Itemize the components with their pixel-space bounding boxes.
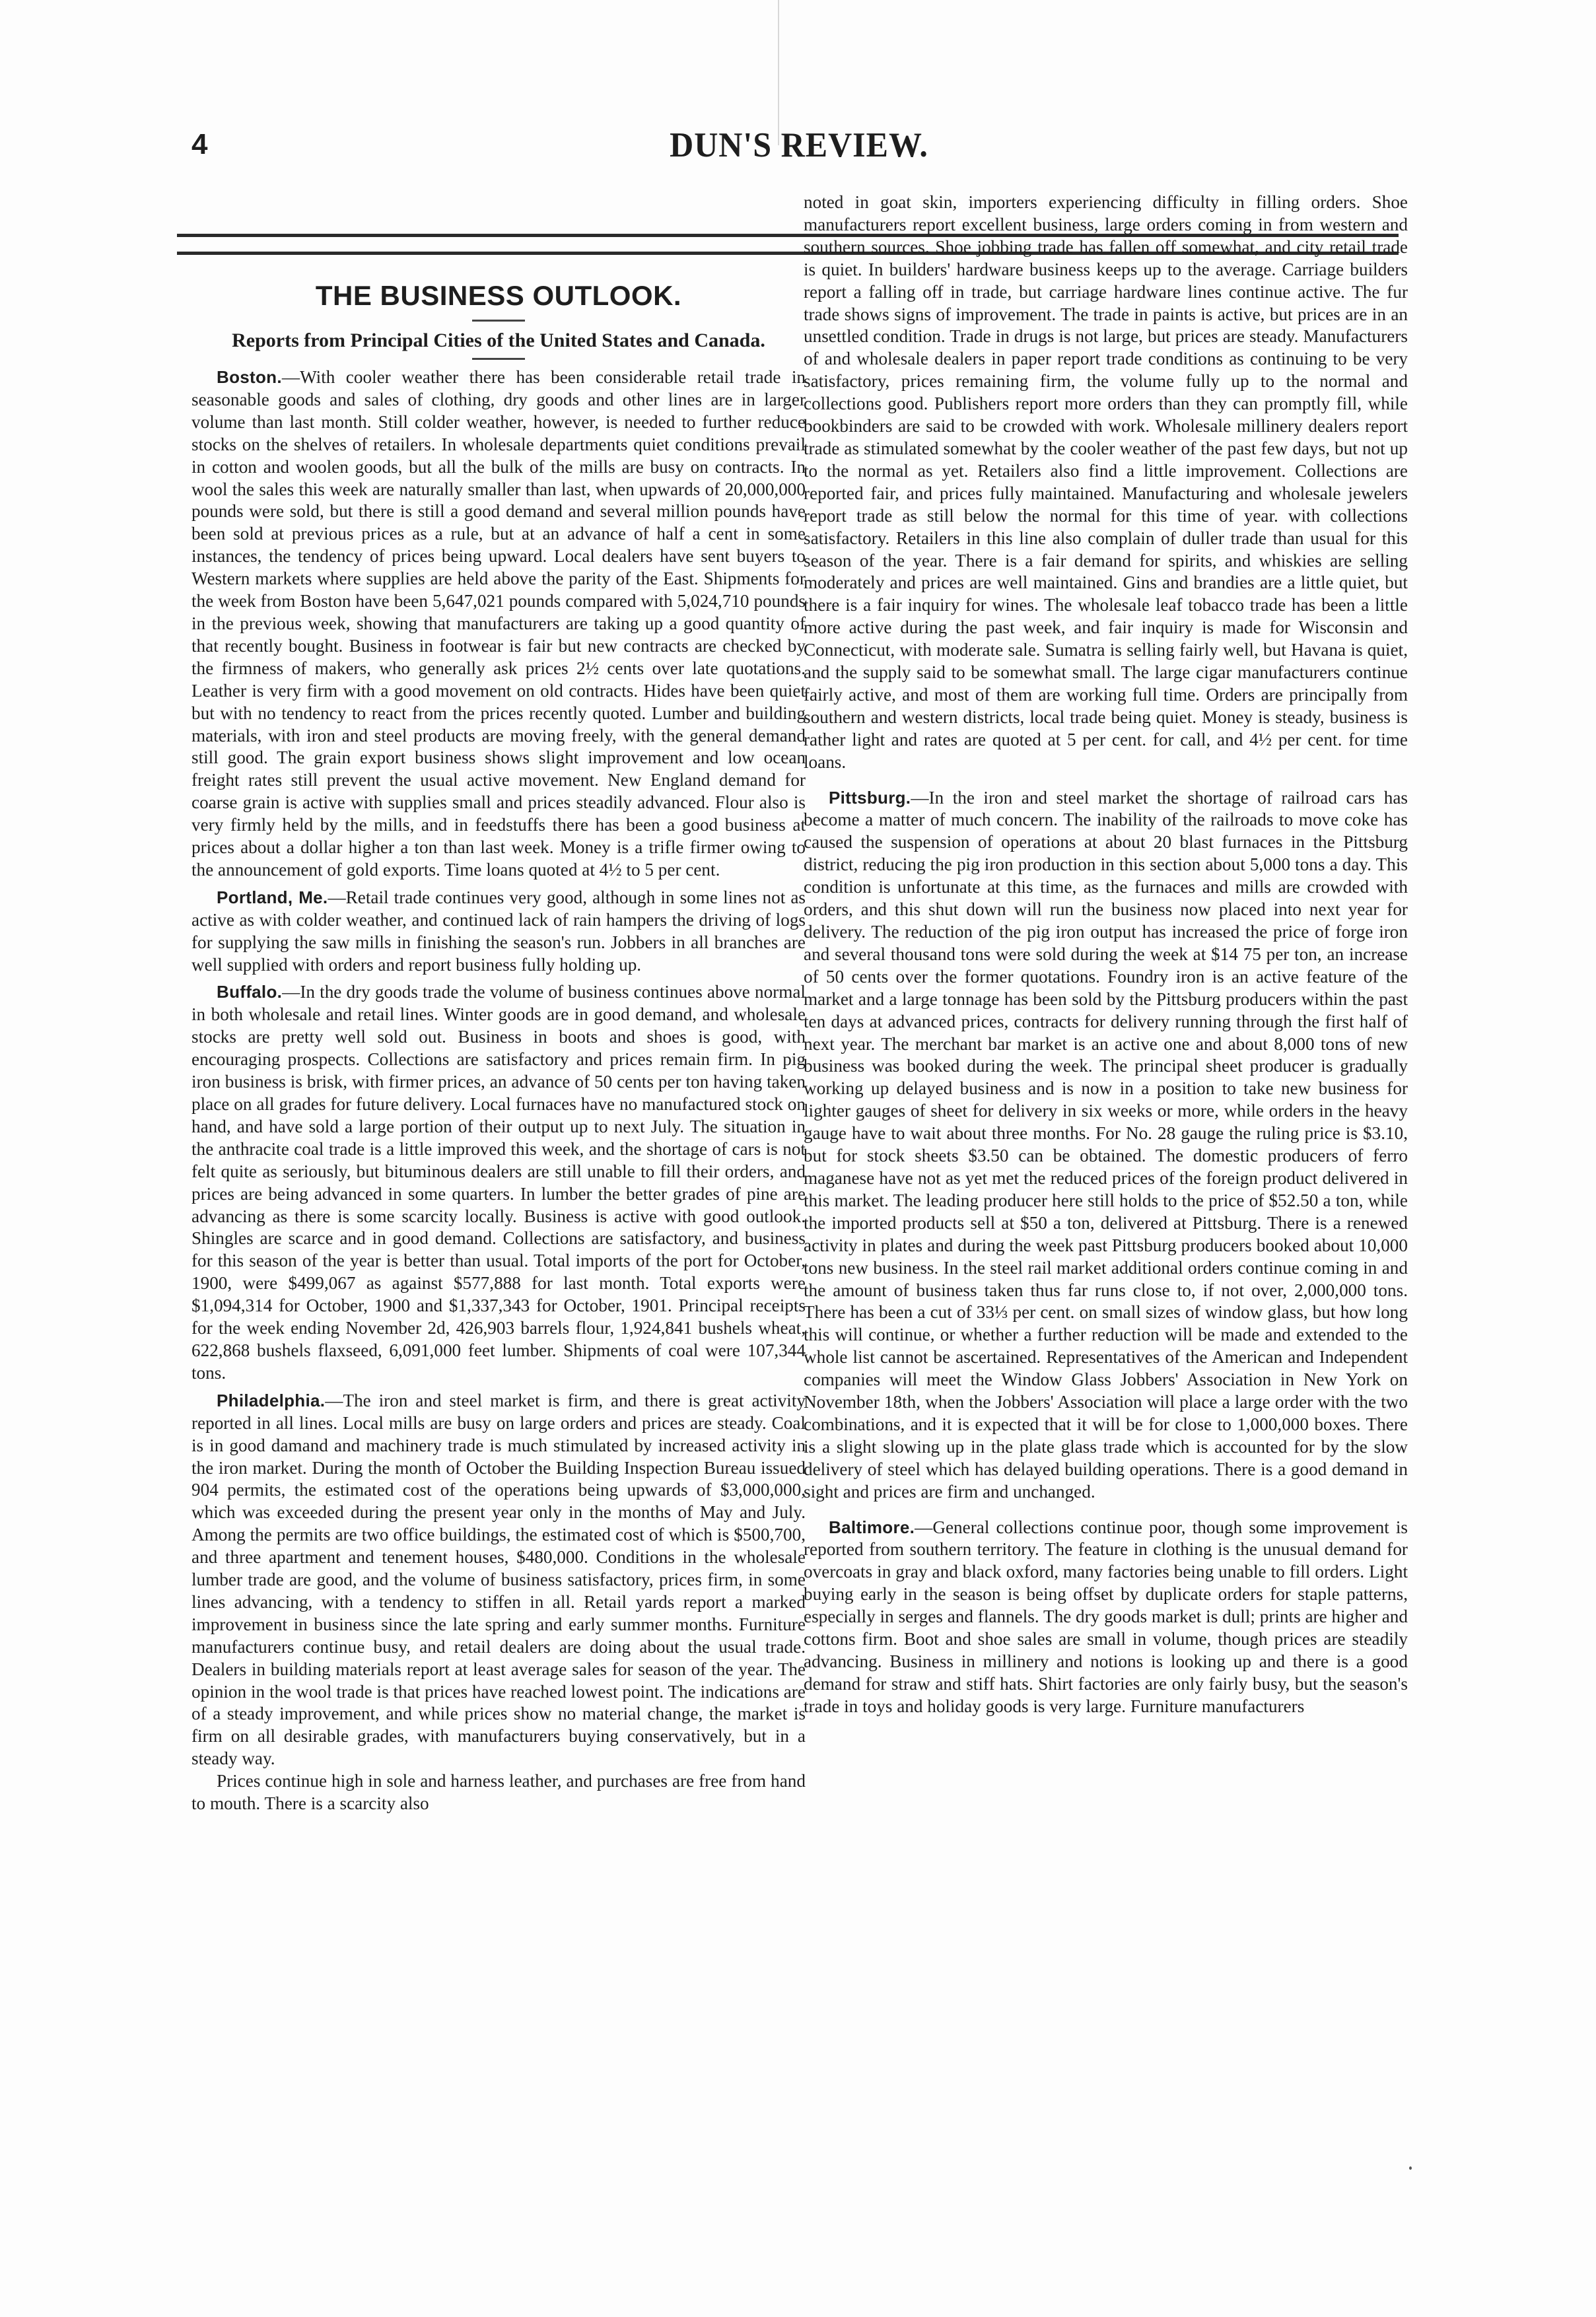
report-philadelphia-continued-right: noted in goat skin, importers experiencing difficulty in filling orders. Shoe manufacturers report excellent business, large orders coming in from western and southern sources. Shoe jobbing trade has fallen off somewhat, and city retail trade is quiet. In builders' hardware business keeps up to the average. Carriage builders report a falling off in trade, but carriage hardware lines continue active. The fur trade shows signs of improvement. The trade in paints is active, but prices are in an unsettled condition. Trade in drugs is not large, but prices are steady. Manufacturers of and wholesale dealers in paper report trade conditions as continuing to be very satisfactory, prices remaining firm, the volume fully up to the normal and collections good. Publishers report more orders than they can promptly fill, while bookbinders are said to be crowded with work. Wholesale millinery dealers report trade as stimulated somewhat by the cooler weather of the past few days, but not up to the normal as yet. Retailers also find a little improvement. Collections are reported fair, and prices fully maintained. Manufacturing and wholesale jewelers report trade as still below the normal for this time of year. with collections satisfactory. Retailers in this line also complain of duller trade than usual for this season of the year. There is a fair demand for spirits, and whiskies are selling moderately and prices are well maintained. Gins and brandies are a little quiet, but there is a fair inquiry for wines. The wholesale leaf tobacco trade has been a little more active during the past week, and fair inquiry is made for Wisconsin and Connecticut, with moderate sale. Sumatra is selling fairly well, but Havana is quiet, and the supply said to be somewhat small. The large cigar manufacturers continue fairly active, and most of them are working full time. Orders are principally from southern and western districts, local trade being quiet. Money is steady, business is rather light and rates are quoted at 5 per cent. for call, and 4½ per cent. for time loans. bbox=[804, 192, 1408, 772]
column-left bbox=[191, 277, 806, 1815]
city-label-baltimore: Baltimore. bbox=[829, 1517, 915, 1537]
report-text: —Retail trade continues very good, although in some lines not as active as with colder weather, and continued lack of rain hampers the driving of logs for supplying the saw mills in finishing the season's run. Jobbers in all branches are well supplied with orders and report business fully holding up. bbox=[191, 887, 806, 975]
report-text: —With cooler weather there has been considerable retail trade in seasonable goods and sales of clothing, dry goods and other lines are in larger volume than last month. Still colder weather, however, is needed to further reduce stocks on the shelves of retailers. In wholesale departments quiet conditions prevail in cotton and woolen goods, but all the bulk of the mills are busy on contracts. In wool the sales this week are naturally smaller than last, when upwards of 20,000,000 pounds were sold, but there is still a good demand and several million pounds have been sold at previous prices as a rule, but at an advance of half a cent in some instances, the tendency of prices being upward. Local dealers have sent buyers to Western markets where supplies are held above the parity of the East. Shipments for the week from Boston have been 5,647,021 pounds compared with 5,024,710 pounds in the previous week, showing that manufacturers are taking up a good quantity of that recently bought. Business in footwear is fair but new contracts are checked by the firmness of makers, who generally ask prices 2½ cents over late quotations. Leather is very firm with a good movement on old contracts. Hides have been quiet but with no tendency to react from the prices recently quoted. Lumber and building materials, with iron and steel products are moving freely, with the general demand still good. The grain export business shows slight improvement and low ocean freight rates still prevent the usual active movement. New England demand for coarse grain is active with supplies small and prices steadily advanced. Flour also is very firmly held by the mills, and in feedstuffs there has been a good business at prices about a dollar higher a ton than last week. Money is a trifle firmer owing to the announcement of gold exports. Time loans quoted at 4½ to 5 per cent. bbox=[191, 367, 806, 880]
headline-divider bbox=[472, 320, 525, 322]
report-baltimore bbox=[804, 1517, 1408, 1718]
report-portland bbox=[191, 887, 806, 977]
page-number: 4 bbox=[191, 128, 208, 160]
column-right bbox=[804, 191, 1408, 1718]
city-label-buffalo: Buffalo. bbox=[217, 982, 283, 1002]
city-label-portland: Portland, Me. bbox=[217, 887, 328, 907]
city-label-boston: Boston. bbox=[217, 367, 282, 387]
article-headline: THE BUSINESS OUTLOOK. bbox=[315, 280, 682, 311]
page-header bbox=[191, 125, 1406, 172]
report-buffalo bbox=[191, 981, 806, 1384]
report-text: —In the dry goods trade the volume of business continues above normal in both wholesale and retail lines. Winter goods are in good demand, and wholesale stocks are pretty well sold out. Business in boots and shoes is good, with encouraging prospects. Collections are satisfactory and prices remain firm. In pig iron business is brisk, with firmer prices, an advance of 50 cents per ton having taken place on all grades for future delivery. Local furnaces have no manufactured stock on hand, and have sold a large portion of their output up to next July. The situation in the anthracite coal trade is a little improved this week, and the shortage of cars is not felt quite as seriously, but bituminous dealers are still unable to fill their orders, and prices are being advanced in some quarters. In lumber the better grades of pine are advancing as there is some scarcity locally. Business is active with good outlook. Shingles are scarce and in good demand. Collections are satisfactory, and business for this season of the year is better than usual. Total imports of the port for October, 1900, were $499,067 as against $577,888 for last month. Total exports were $1,094,314 for October, 1900 and $1,337,343 for October, 1901. Principal receipts for the week ending November 2d, 426,903 barrels flour, 1,924,841 bushels wheat, 622,868 bushels flaxseed, 6,091,000 feet lumber. Shipments of coal were 107,344 tons. bbox=[191, 982, 806, 1383]
report-philadelphia-continued: Prices continue high in sole and harness leather, and purchases are free from hand to mouth. There is a scarcity also bbox=[191, 1771, 806, 1814]
report-text: —General collections continue poor, though some improvement is reported from southern territory. The feature in clothing is the unusual demand for overcoats in gray and black oxford, many factories being unable to fill orders. Light buying early in the season is being offset by duplicate orders for staple patterns, especially in serges and flannels. The dry goods market is dull; prints are higher and cottons firm. Boot and shoe sales are small in volume, though prices are steadily advancing. Business in millinery and notions is looking up and there is a good demand for straw and stiff hats. Shirt factories are only fairly busy, but the season's trade in toys and holiday goods is very large. Furniture manufacturers bbox=[804, 1517, 1408, 1716]
article-subheadline: Reports from Principal Cities of the United States and Canada. bbox=[232, 329, 765, 351]
page-fold-line bbox=[778, 0, 779, 145]
report-text: —The iron and steel market is firm, and there is great activity reported in all lines. Local mills are busy on large orders and prices are steady. Coal is in good damand and machinery trade is much stimulated by increased activity in the iron market. During the month of October the Building Inspection Bureau issued 904 permits, the estimated cost of the operations being upwards of $3,000,000, which was exceeded during the present year only in the months of May and July. Among the permits are two office buildings, the estimated cost of which is $500,700, and three apartment and tenement houses, $480,000. Conditions in the wholesale lumber trade are good, and the volume of business satisfactory, prices firm, in some lines advancing, with a tendency to stiffen in all. Retail yards report a marked improvement in business since the late spring and early summer months. Furniture manufacturers continue busy, and retail dealers are doing about the usual trade. Dealers in building materials report at least average sales for season of the year. The opinion in the wool trade is that prices have reached lowest point. The indications are of a steady improvement, and while prices show no material change, the market is firm on all desirable grades, with manufacturers buying conservatively, but in a steady way. bbox=[191, 1390, 806, 1769]
report-philadelphia bbox=[191, 1390, 806, 1770]
city-label-pittsburg: Pittsburg. bbox=[829, 787, 911, 808]
subheadline-divider bbox=[472, 358, 525, 360]
report-text: —In the iron and steel market the shortage of railroad cars has become a matter of much concern. The inability of the railroads to move coke has caused the suspension of operations at about 20 blast furnaces in the Pittsburg district, reducing the pig iron production in this section about 5,000 tons a day. This condition is unfortunate at this time, as the furnaces and mills are crowded with orders, and this shut down will run the business now placed into next year for delivery. The reduction of the pig iron output has increased the price of forge iron and several thousand tons were sold during the week at $14 75 per ton, an increase of 50 cents over the former quotations. Foundry iron is an active feature of the market and a large tonnage has been sold by the Pittsburg producers within the past ten days at advanced prices, contracts for delivery running through the first half of next year. The merchant bar market is an active one and about 8,000 tons of new business was booked during the week. The principal sheet producer is gradually working up delayed business and is now in a position to take new business for lighter gauges of sheet for delivery in six weeks or more, while orders in the heavy gauge have to wait about three months. For No. 28 gauge the ruling price is $3.10, but for stock sheets $3.50 can be obtained. The domestic producers of ferro maganese have not as yet met the reduced prices of the foreign product delivered in this market. The leading producer here still holds to the price of $52.50 a ton, while the imported products sell at $50 a ton, delivered at Pittsburg. There is a renewed activity in plates and during the week past Pittsburg producers booked about 10,000 tons new business. In the steel rail market additional orders continue coming in and the amount of business taken thus far runs close to, if not over, 2,000,000 tons. There has been a cut of 33⅓ per cent. on small sizes of window glass, but how long this will continue, or whether a further reduction will be made and extended to the whole list cannot be ascertained. Representatives of the American and Independent companies will meet the Window Glass Jobbers' Association in New York on November 18th, when the Jobbers' Association will place a large order with the two combinations, and it is expected that it will be for close to 1,000,000 boxes. There is a slight slowing up in the plate glass trade which is accounted for by the slow delivery of steel which has delayed building operations. There is a good demand in sight and prices are firm and unchanged. bbox=[804, 787, 1408, 1502]
report-boston bbox=[191, 366, 806, 882]
report-pittsburg bbox=[804, 787, 1408, 1504]
city-label-philadelphia: Philadelphia. bbox=[217, 1390, 326, 1410]
publication-title: DUN'S REVIEW. bbox=[670, 125, 928, 164]
print-speck bbox=[1409, 2166, 1412, 2170]
